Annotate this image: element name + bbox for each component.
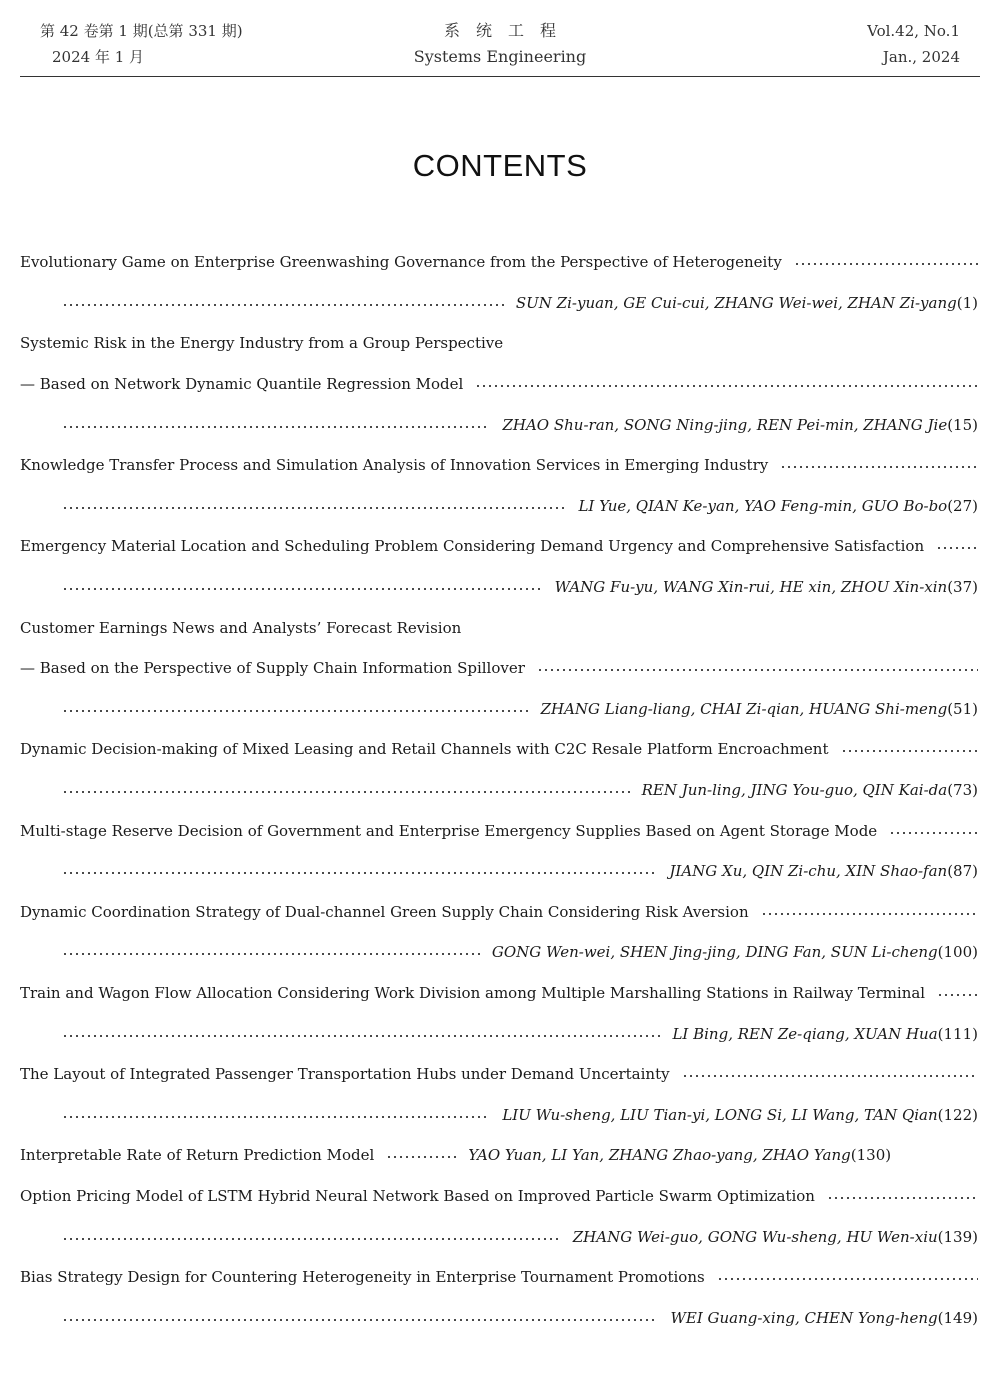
leader-dots <box>62 584 543 594</box>
entry-page-number: (122) <box>937 1105 978 1124</box>
toc-entry-title-line <box>20 607 978 648</box>
leader-dots <box>62 1234 561 1244</box>
entry-subtitle: — Based on the Perspective of Supply Chain Information Spillover <box>20 659 525 678</box>
entry-subtitle: — Based on Network Dynamic Quantile Regression Model <box>20 375 464 394</box>
entry-authors: GONG Wen-wei, SHEN Jing-jing, DING Fan, SUN Li-cheng <box>491 943 938 962</box>
entry-title: Evolutionary Game on Enterprise Greenwashing Governance from the Perspective of Heterogeneity <box>20 253 782 272</box>
header-volume-issue-en: Vol.42, No.1 <box>867 22 960 40</box>
toc-entry-author-line <box>20 689 978 730</box>
entry-page-number: (15) <box>947 415 978 434</box>
leader-dots <box>62 949 480 959</box>
leader-dots <box>889 828 978 838</box>
entry-page-number: (51) <box>947 699 978 718</box>
toc-entry-author-line <box>20 932 978 973</box>
entry-title: Dynamic Coordination Strategy of Dual-channel Green Supply Chain Considering Risk Aversion <box>20 902 749 921</box>
leader-dots <box>62 422 490 432</box>
running-header <box>20 18 980 77</box>
entry-authors: LI Yue, QIAN Ke-yan, YAO Feng-min, GUO Bo-bo <box>578 496 948 515</box>
toc-entry-title-line <box>20 1176 978 1217</box>
entry-authors: LIU Wu-sheng, LIU Tian-yi, LONG Si, LI Wang, TAN Qian <box>502 1105 938 1124</box>
toc-entry-title-line <box>20 729 978 770</box>
entry-authors: LI Bing, REN Ze-qiang, XUAN Hua <box>672 1024 938 1043</box>
leader-dots <box>682 1071 978 1081</box>
header-journal-name-en: Systems Engineering <box>413 47 587 66</box>
leader-dots <box>62 1112 490 1122</box>
entry-title: Emergency Material Location and Scheduling Problem Considering Demand Urgency and Comprehensive Satisfaction <box>20 537 925 556</box>
leader-dots <box>717 1274 978 1284</box>
toc-entry-title-line <box>20 526 978 567</box>
leader-dots <box>62 503 566 513</box>
entry-title: Knowledge Transfer Process and Simulation Analysis of Innovation Services in Emerging Industry <box>20 456 769 475</box>
leader-dots <box>62 1031 660 1041</box>
leader-dots <box>936 543 978 553</box>
entry-authors: ZHANG Wei-guo, GONG Wu-sheng, HU Wen-xiu <box>572 1227 938 1246</box>
leader-dots <box>780 462 978 472</box>
header-journal-name-cn: 系统工程 <box>443 21 572 40</box>
entry-page-number: (139) <box>937 1227 978 1246</box>
leader-dots <box>761 909 978 919</box>
entry-title: Bias Strategy Design for Countering Heterogeneity in Enterprise Tournament Promotions <box>20 1268 705 1287</box>
entry-title: Customer Earnings News and Analysts’ Forecast Revision <box>20 618 462 637</box>
toc-entry-subtitle-line <box>20 364 978 405</box>
header-date-en: Jan., 2024 <box>882 48 960 66</box>
entry-authors: ZHANG Liang-liang, CHAI Zi-qian, HUANG Shi-meng <box>540 699 948 718</box>
entry-page-number: (1) <box>956 293 978 312</box>
leader-dots <box>794 259 978 269</box>
entry-page-number: (130) <box>850 1146 892 1165</box>
entry-page-number: (73) <box>947 781 978 800</box>
entry-authors: YAO Yuan, LI Yan, ZHANG Zhao-yang, ZHAO Yang <box>468 1146 851 1165</box>
entry-title: The Layout of Integrated Passenger Transportation Hubs under Demand Uncertainty <box>20 1065 670 1084</box>
entry-page-number: (27) <box>947 496 978 515</box>
toc-entry-author-line <box>20 770 978 811</box>
toc-entry-author-line <box>20 1013 978 1054</box>
toc-entry-author-line <box>20 851 978 892</box>
leader-dots <box>62 706 529 716</box>
entry-title: Systemic Risk in the Energy Industry from a Group Perspective <box>20 334 504 353</box>
table-of-contents <box>20 242 978 1338</box>
page-title: CONTENTS <box>412 148 588 183</box>
toc-entry-author-line <box>20 404 978 445</box>
toc-entry-line <box>20 1135 978 1176</box>
leader-dots <box>537 665 978 675</box>
leader-dots <box>386 1152 458 1162</box>
toc-entry-title-line <box>20 323 978 364</box>
leader-dots <box>827 1193 978 1203</box>
toc-entry-title-line <box>20 1054 978 1095</box>
toc-entry-author-line <box>20 567 978 608</box>
entry-title: Dynamic Decision-making of Mixed Leasing and Retail Channels with C2C Resale Platform Encroachment <box>20 740 829 759</box>
toc-entry-author-line <box>20 1094 978 1135</box>
entry-authors: WANG Fu-yu, WANG Xin-rui, HE xin, ZHOU Xin-xin <box>554 578 948 597</box>
entry-authors: ZHAO Shu-ran, SONG Ning-jing, REN Pei-min, ZHANG Jie <box>502 415 948 434</box>
entry-title: Interpretable Rate of Return Prediction Model <box>20 1146 375 1165</box>
toc-entry-title-line <box>20 892 978 933</box>
entry-page-number: (37) <box>947 578 978 597</box>
entry-page-number: (111) <box>937 1024 978 1043</box>
toc-entry-title-line <box>20 973 978 1014</box>
toc-entry-author-line <box>20 1297 978 1338</box>
header-journal-name <box>20 18 980 70</box>
toc-entry-title-line <box>20 445 978 486</box>
toc-entry-subtitle-line <box>20 648 978 689</box>
entry-authors: SUN Zi-yuan, GE Cui-cui, ZHANG Wei-wei, ZHAN Zi-yang <box>515 293 957 312</box>
leader-dots <box>841 746 979 756</box>
entry-title: Option Pricing Model of LSTM Hybrid Neural Network Based on Improved Particle Swarm Optimization <box>20 1186 815 1205</box>
leader-dots <box>937 990 978 1000</box>
entry-page-number: (149) <box>937 1308 978 1327</box>
leader-dots <box>62 1315 658 1325</box>
header-date-cn: 2024 年 1 月 <box>52 48 145 66</box>
entry-authors: REN Jun-ling, JING You-guo, QIN Kai-da <box>641 781 948 800</box>
toc-entry-author-line <box>20 283 978 324</box>
toc-entry-title-line <box>20 242 978 283</box>
header-volume-issue-cn: 第 42 卷第 1 期(总第 331 期) <box>40 22 243 40</box>
entry-page-number: (100) <box>937 943 978 962</box>
header-volume-info <box>867 18 960 70</box>
leader-dots <box>62 300 504 310</box>
toc-entry-title-line <box>20 1257 978 1298</box>
toc-entry-author-line <box>20 486 978 527</box>
leader-dots <box>62 787 630 797</box>
entry-title: Train and Wagon Flow Allocation Considering Work Division among Multiple Marshalling Stations in Railway Terminal <box>20 983 926 1002</box>
entry-authors: WEI Guang-xing, CHEN Yong-heng <box>670 1308 938 1327</box>
leader-dots <box>62 868 657 878</box>
entry-title: Multi-stage Reserve Decision of Government and Enterprise Emergency Supplies Based on Agent Storage Mode <box>20 821 878 840</box>
entry-authors: JIANG Xu, QIN Zi-chu, XIN Shao-fan <box>669 862 948 881</box>
entry-page-number: (87) <box>947 862 978 881</box>
leader-dots <box>475 381 978 391</box>
toc-entry-author-line <box>20 1216 978 1257</box>
toc-entry-title-line <box>20 810 978 851</box>
